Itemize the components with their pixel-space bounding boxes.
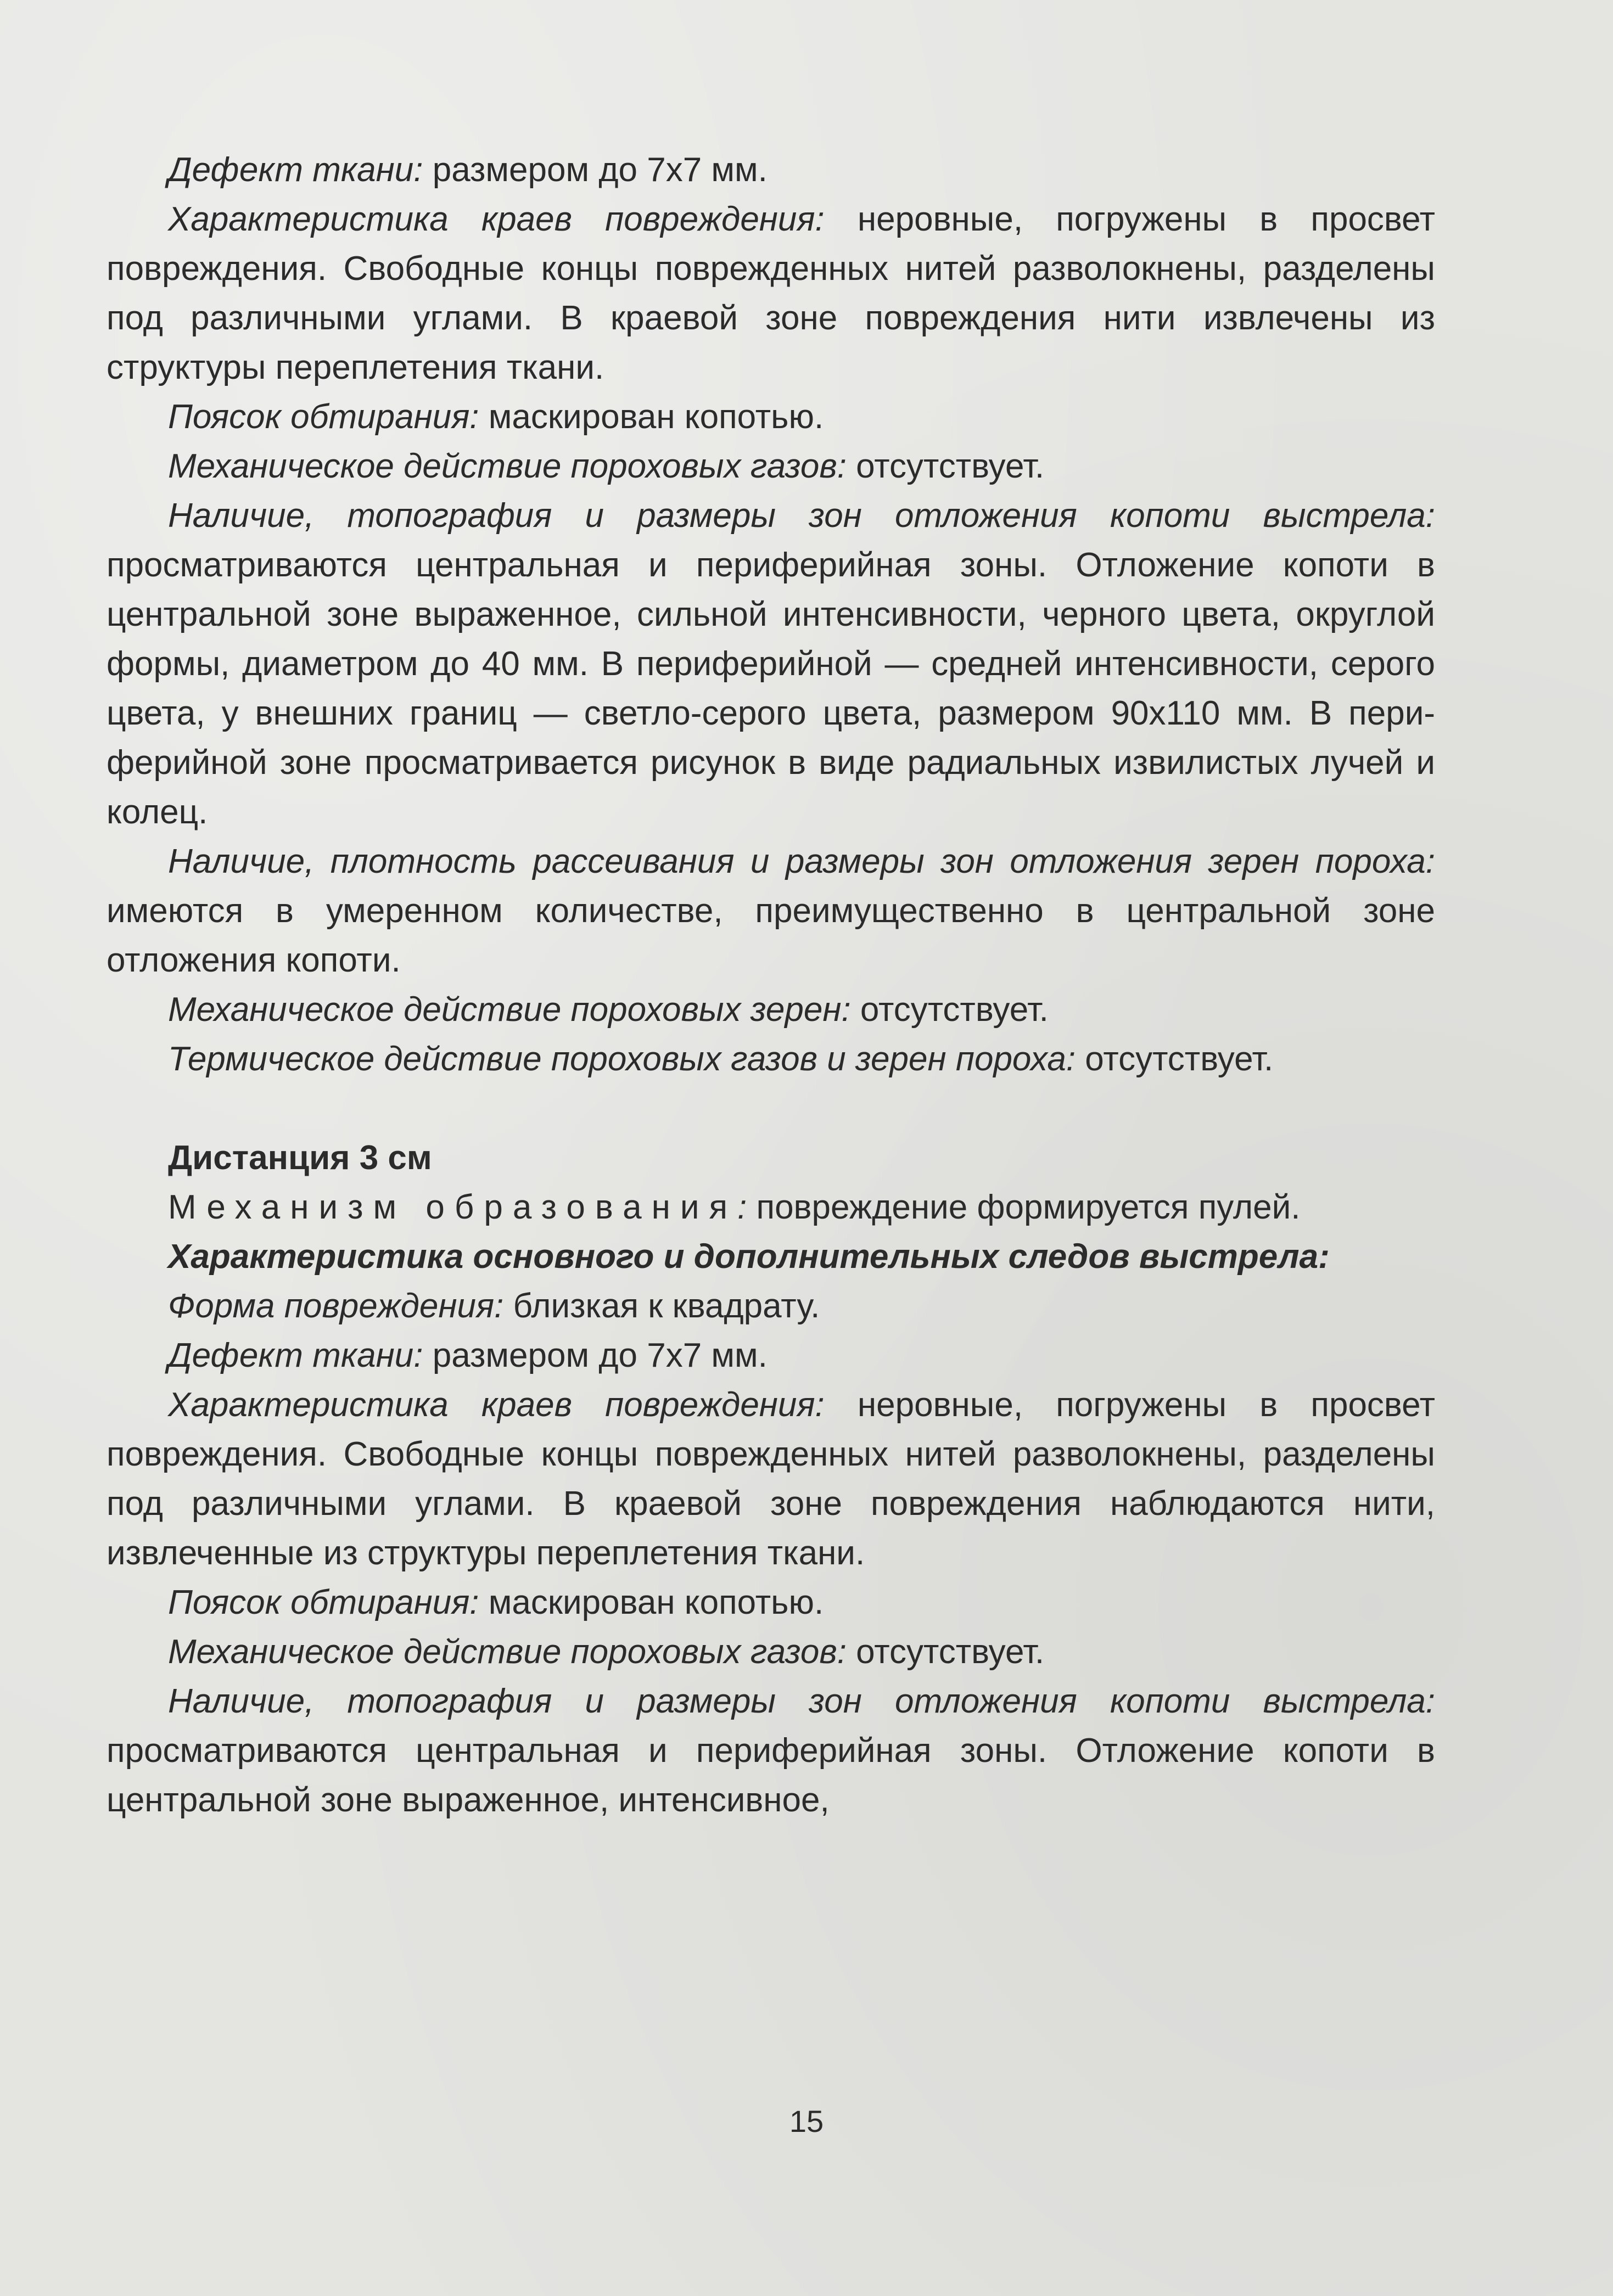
paragraph-label: Механическое действие пороховых газов: xyxy=(168,447,847,485)
paragraph-text: неровные, погружены в просвет повреждения. Свободные концы поврежденных нитей разволокнены, разделены под различными углами. В краевой зоне повреждения нити извлечены из структуры переплетения ткани. xyxy=(107,200,1435,386)
paragraph-text: размером до 7х7 мм. xyxy=(423,151,768,189)
paragraph-label: Дефект ткани: xyxy=(168,151,423,189)
paragraph-thermal-action xyxy=(107,1035,1435,1084)
paragraph-label: Механическое действие пороховых зерен: xyxy=(168,991,851,1029)
section-heading: Дистанция 3 см xyxy=(168,1139,432,1177)
paragraph-label: Поясок обтирания: xyxy=(168,1584,479,1621)
paragraph-grains-mechanical-action xyxy=(107,985,1435,1035)
paragraph-text: маскирован копотью. xyxy=(479,1584,824,1621)
paragraph-text: отсутствует. xyxy=(846,1633,1045,1671)
mechanism-colon: : xyxy=(737,1188,747,1226)
paragraph-label: Характеристика краев повреждения: xyxy=(168,1386,825,1424)
paragraph-text: неровные, погружены в просвет повреждения. Свободные концы поврежденных нитей разволокнены, разделены под различными углами. В краевой зоне повреждения наблюдаются нити, извлеченные из структуры переплетения ткани. xyxy=(107,1386,1435,1572)
paragraph-text: маскирован копотью. xyxy=(479,398,824,436)
mechanism-text: повреждение формируется пулей. xyxy=(747,1188,1301,1226)
paragraph-soot-zones xyxy=(107,491,1435,837)
paragraph-wipe-ring-2 xyxy=(107,1578,1435,1627)
paragraph-text: отсутствует. xyxy=(1076,1040,1274,1078)
subheading-text: Характеристика основного и дополнительных следов выстрела: xyxy=(168,1238,1330,1276)
paragraph-mechanism xyxy=(107,1183,1435,1232)
paragraph-edge-characteristics-2 xyxy=(107,1380,1435,1578)
paragraph-text: имеются в умеренном количестве, преимущественно в центральной зоне отложения копоти. xyxy=(107,892,1435,979)
paragraph-edge-characteristics xyxy=(107,195,1435,392)
paragraph-label: Характеристика краев повреждения: xyxy=(168,200,825,238)
paragraph-text: близкая к квадрату. xyxy=(503,1287,820,1325)
paragraph-text: размером до 7х7 мм. xyxy=(423,1337,768,1374)
paragraph-text: просматриваются центральная и периферийная зоны. Отложение копоти в центральной зоне выраженное, интенсивное, xyxy=(107,1732,1435,1819)
section-subheading xyxy=(107,1232,1435,1282)
paragraph-label: Форма повреждения: xyxy=(168,1287,504,1325)
paragraph-text: отсутствует. xyxy=(850,991,1049,1029)
paragraph-soot-zones-2 xyxy=(107,1677,1435,1825)
paragraph-label: Поясок обтирания: xyxy=(168,398,479,436)
paragraph-text: отсутствует. xyxy=(846,447,1045,485)
paragraph-tissue-defect xyxy=(107,145,1435,195)
paragraph-damage-shape xyxy=(107,1282,1435,1331)
page-number: 15 xyxy=(789,2104,824,2138)
paragraph-label: Термическое действие пороховых газов и зерен пороха: xyxy=(168,1040,1076,1078)
paragraph-label: Дефект ткани: xyxy=(168,1337,423,1374)
paragraph-label: Наличие, топография и размеры зон отложения копоти выстрела: xyxy=(168,497,1435,535)
paragraph-wipe-ring xyxy=(107,392,1435,442)
paragraph-label: Механическое действие пороховых газов: xyxy=(168,1633,847,1671)
paragraph-gas-mechanical-action xyxy=(107,442,1435,491)
mechanism-label: Механизм образования xyxy=(168,1188,738,1226)
paragraph-gas-mechanical-action-2 xyxy=(107,1627,1435,1677)
paragraph-text: просматриваются центральная и периферийная зоны. Отложение копоти в центральной зоне выраженное, сильной интенсивности, черного цвета, округлой формы, диаметром до 40 мм. В периферийной — средней интенсивности, серого цвета, у внешних границ — светло-серого цвета, размером 90х110 мм. В периферийной зоне просматривается рисунок в виде радиальных извилистых лучей и колец. xyxy=(107,546,1435,831)
paragraph-powder-grains xyxy=(107,837,1435,985)
paragraph-label: Наличие, плотность рассеивания и размеры зон отложения зерен пороха: xyxy=(168,843,1435,880)
paragraph-label: Наличие, топография и размеры зон отложения копоти выстрела: xyxy=(168,1682,1435,1720)
body-text xyxy=(107,145,1435,1825)
paragraph-tissue-defect-2 xyxy=(107,1331,1435,1380)
